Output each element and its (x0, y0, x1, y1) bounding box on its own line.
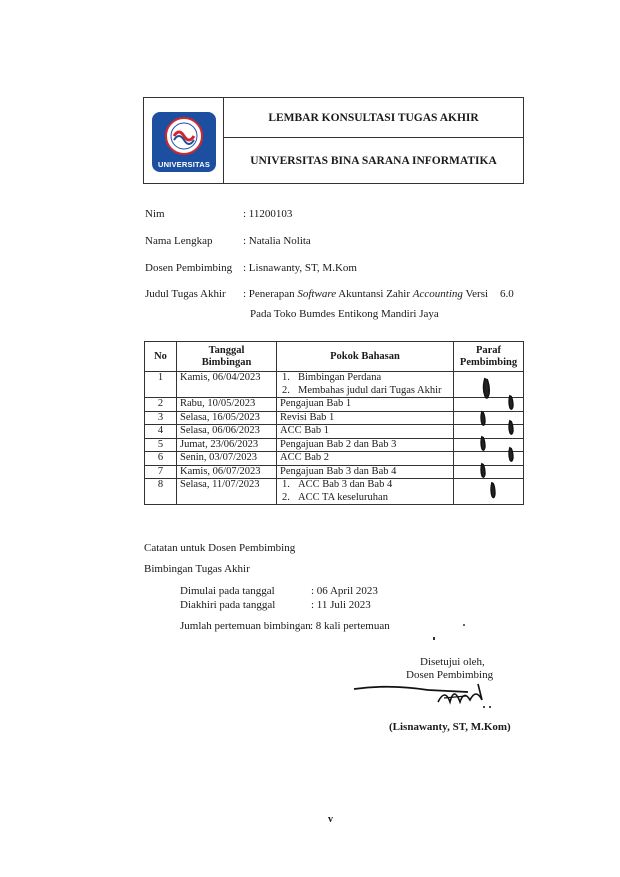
row-topic: Pengajuan Bab 3 dan Bab 4 (277, 465, 454, 479)
row-date: Jumat, 23/06/2023 (177, 438, 277, 452)
row-topic (277, 479, 454, 505)
header-paraf (454, 342, 524, 372)
topic-item-text: ACC TA keseluruhan (298, 491, 388, 503)
row-topic: ACC Bab 1 (277, 425, 454, 439)
row-signature (454, 479, 524, 505)
end-date-value: : 11 Juli 2023 (311, 599, 371, 611)
signature-mark-icon (506, 394, 516, 412)
row-no: 4 (145, 425, 177, 439)
thesis-software: Software (297, 288, 337, 300)
header-no: No (145, 342, 177, 372)
row-date: Senin, 03/07/2023 (177, 452, 277, 466)
topic-item-text: Bimbingan Perdana (298, 372, 382, 383)
thesis-part2: Akuntansi Zahir (336, 288, 413, 300)
table-row (145, 411, 524, 425)
topic-item (280, 479, 450, 492)
table-row (145, 479, 524, 505)
header-pokok: Pokok Bahasan (277, 342, 454, 372)
row-signature (454, 465, 524, 479)
speck (433, 637, 435, 640)
nim-value: : 11200103 (243, 208, 293, 220)
row-date: Selasa, 11/07/2023 (177, 479, 277, 505)
row-no: 7 (145, 465, 177, 479)
row-no: 1 (145, 372, 177, 398)
page-mark: v (328, 814, 333, 825)
thesis-accounting: Accounting (412, 288, 463, 300)
topic-item-num: 2. (282, 491, 290, 503)
header-tanggal-line2: Bimbingan (201, 356, 252, 368)
row-signature (454, 452, 524, 466)
speck (463, 624, 465, 626)
nim-label: Nim (145, 208, 165, 220)
start-date-label: Dimulai pada tanggal (180, 585, 275, 597)
row-topic: Pengajuan Bab 2 dan Bab 3 (277, 438, 454, 452)
row-no: 3 (145, 411, 177, 425)
consultation-table (144, 341, 524, 505)
signature-mark-icon (478, 435, 488, 453)
approved-by-label: Disetujui oleh, (420, 656, 485, 668)
thesis-title-line1 (243, 288, 488, 300)
topic-item-text: Membahas judul dari Tugas Akhir (298, 384, 442, 396)
table-row (145, 452, 524, 466)
table-row (145, 372, 524, 398)
approver-role: Dosen Pembimbing (406, 669, 494, 681)
row-date: Selasa, 16/05/2023 (177, 411, 277, 425)
institution-name: UNIVERSITAS BINA SARANA INFORMATIKA (250, 154, 497, 167)
logo-cell (144, 98, 224, 183)
signature-mark-icon (506, 446, 516, 464)
table-row (145, 398, 524, 412)
end-date-label: Diakhiri pada tanggal (180, 599, 276, 611)
thesis-label: Judul Tugas Akhir (145, 288, 226, 300)
header-paraf-line2: Pembimbing (459, 356, 518, 368)
thesis-part3: Versi (462, 288, 489, 300)
signature-mark-icon (478, 462, 488, 480)
header-tanggal-line1: Tanggal (208, 344, 245, 356)
approver-name: (Lisnawanty, ST, M.Kom) (389, 721, 511, 733)
topic-item-num: 2. (282, 384, 290, 396)
thesis-part1: : Penerapan (243, 288, 298, 300)
row-date: Kamis, 06/04/2023 (177, 372, 277, 398)
logo-text: UNIVERSITAS (157, 160, 211, 169)
table-header-row (145, 342, 524, 372)
topic-item-num: 1. (282, 372, 290, 383)
document-title: LEMBAR KONSULTASI TUGAS AKHIR (224, 98, 523, 138)
header-paraf-line1: Paraf (475, 344, 502, 356)
start-date-value: : 06 April 2023 (311, 585, 378, 597)
advisor-value: : Lisnawanty, ST, M.Kom (243, 262, 357, 274)
meetings-label: Jumlah pertemuan bimbingan (180, 620, 311, 632)
header-tanggal (177, 342, 277, 372)
university-logo (152, 112, 216, 172)
header-box (143, 97, 524, 184)
bimbingan-label: Bimbingan Tugas Akhir (144, 563, 250, 575)
thesis-version: 6.0 (500, 288, 514, 300)
row-topic (277, 372, 454, 398)
row-no: 8 (145, 479, 177, 505)
table-row (145, 465, 524, 479)
row-date: Rabu, 10/05/2023 (177, 398, 277, 412)
row-no: 2 (145, 398, 177, 412)
row-topic: ACC Bab 2 (277, 452, 454, 466)
name-value: : Natalia Nolita (243, 235, 311, 247)
row-signature (454, 425, 524, 439)
topic-item (280, 372, 450, 385)
thesis-title-line2: Pada Toko Bumdes Entikong Mandiri Jaya (250, 308, 439, 320)
signature-mark-icon (488, 481, 498, 501)
advisor-label: Dosen Pembimbing (145, 262, 233, 274)
catatan-label: Catatan untuk Dosen Pembimbing (144, 542, 296, 554)
table-row (145, 438, 524, 452)
meetings-value: : 8 kali pertemuan (310, 620, 390, 632)
topic-item-text: ACC Bab 3 dan Bab 4 (298, 479, 393, 490)
topic-item-num: 1. (282, 479, 290, 490)
name-label: Nama Lengkap (145, 235, 213, 247)
topic-item (280, 385, 450, 398)
row-date: Selasa, 06/06/2023 (177, 425, 277, 439)
row-topic: Revisi Bab 1 (277, 411, 454, 425)
row-no: 6 (145, 452, 177, 466)
handwritten-signature-icon (350, 680, 500, 710)
row-no: 5 (145, 438, 177, 452)
topic-item (280, 492, 450, 505)
row-date: Kamis, 06/07/2023 (177, 465, 277, 479)
row-signature (454, 398, 524, 412)
signature-mark-icon (506, 419, 516, 437)
table-row (145, 425, 524, 439)
row-topic: Pengajuan Bab 1 (277, 398, 454, 412)
